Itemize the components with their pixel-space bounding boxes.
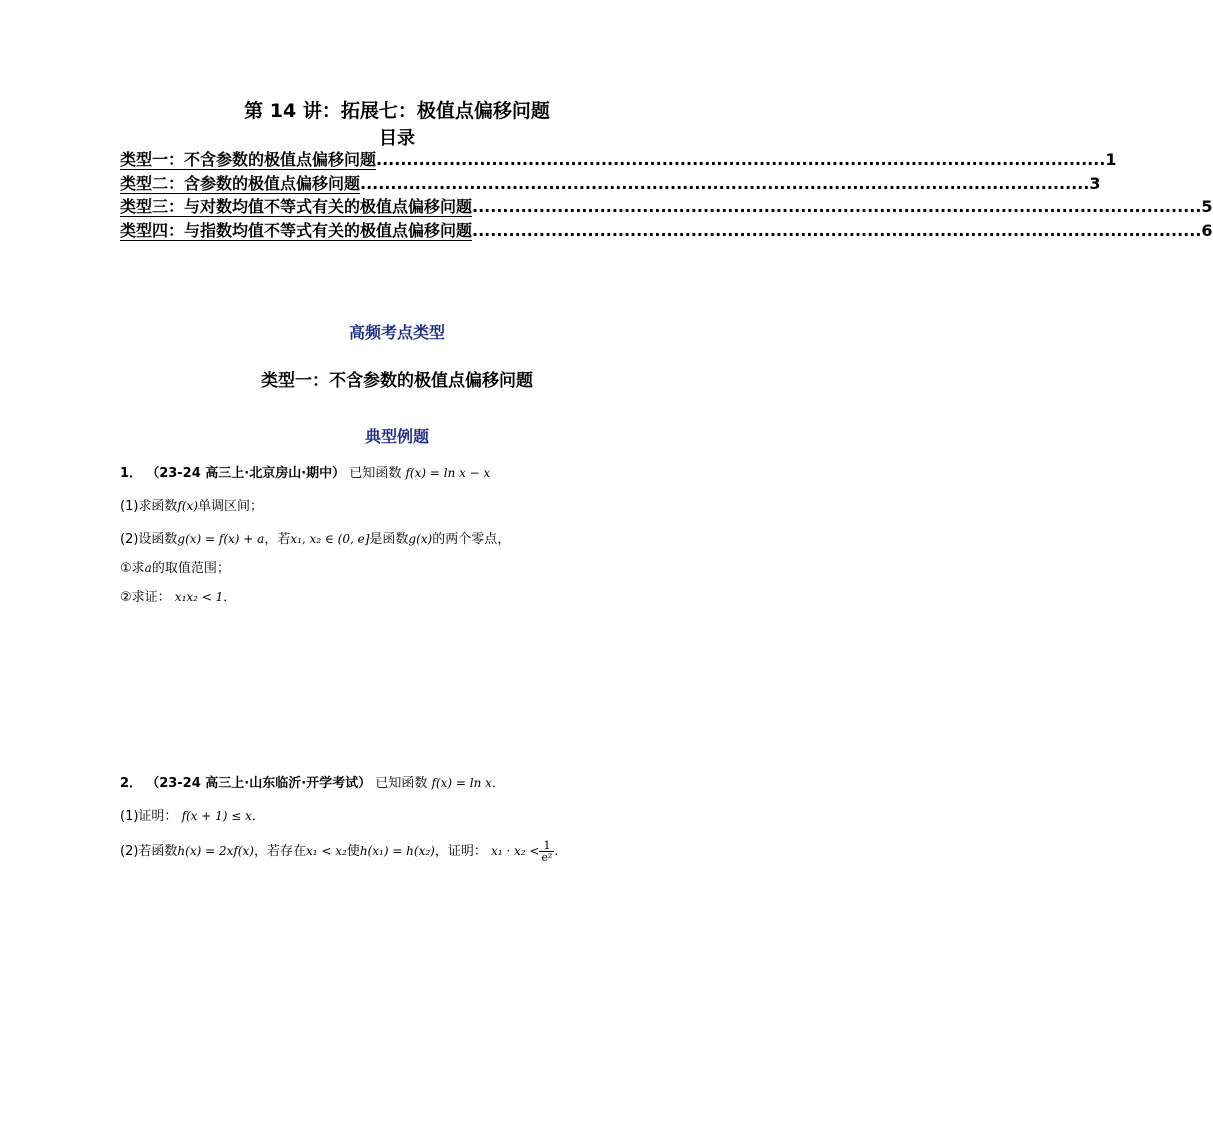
problem-1-part-2-2 — [120, 586, 236, 605]
part-text: (2)设函数 — [120, 532, 178, 547]
formula: h(x₁) = h(x₂) — [359, 844, 435, 858]
toc-page-number: 1 — [1105, 150, 1117, 169]
problem-2-part-1 — [120, 805, 265, 824]
formula: h(x) = 2xf(x) — [177, 844, 254, 858]
formula: x₁x₂ < 1 — [174, 590, 224, 604]
fraction-numerator: 1 — [539, 840, 554, 852]
formula: a — [144, 561, 152, 575]
problem-intro-text: 已知函数 — [375, 776, 428, 791]
problem-intro-text: 已知函数 — [349, 466, 402, 481]
toc-item-1[interactable] — [120, 150, 1117, 174]
problem-2-intro — [120, 772, 505, 791]
fraction — [539, 840, 554, 863]
section-heading: 高频考点类型 — [348, 323, 445, 342]
part-text: ，证明： — [434, 844, 487, 859]
toc-leader-dots: ........................................................................................................................ — [472, 197, 1202, 216]
part-text: ，若 — [264, 532, 291, 547]
part-text: ． — [251, 809, 265, 824]
toc-item-3[interactable] — [120, 197, 1213, 221]
problem-1-part-2 — [120, 528, 510, 547]
toc-page-number: 6 — [1201, 220, 1213, 240]
toc-page-number: 3 — [1089, 173, 1101, 193]
toc-item-label: 类型一：不含参数的极值点偏移问题 — [120, 150, 377, 169]
part-text: (1)证明： — [120, 809, 178, 824]
part-text: ． — [554, 844, 568, 859]
example-heading: 典型例题 — [364, 427, 429, 446]
formula: f(x) — [177, 499, 198, 513]
problem-1-part-1 — [120, 495, 263, 514]
formula: f(x) = ln x — [431, 776, 492, 790]
part-text: (1)求函数 — [120, 499, 178, 514]
part-text: 使 — [346, 844, 360, 859]
formula: x₁ · x₂ < — [491, 844, 540, 858]
toc-leader-dots: ........................................................................................................................ — [472, 220, 1202, 240]
problem-source: （23-24 高三上·山东临沂·开学考试） — [146, 776, 372, 791]
type-heading: 类型一：不含参数的极值点偏移问题 — [261, 371, 533, 391]
part-text: 的取值范围； — [151, 561, 230, 576]
problem-source: （23-24 高三上·北京房山·期中） — [146, 466, 346, 481]
toc-item-label: 类型三：与对数均值不等式有关的极值点偏移问题 — [120, 197, 473, 216]
problem-number: 1． — [120, 466, 143, 481]
toc-leader-dots: ........................................................................................................................ — [360, 173, 1090, 193]
part-text: 单调区间； — [198, 499, 264, 514]
toc-leader-dots: ........................................................................................................................ — [376, 150, 1106, 169]
toc-item-2[interactable] — [120, 173, 1101, 198]
formula: x₁ < x₂ — [305, 844, 347, 858]
problem-2-part-2 — [120, 840, 567, 863]
page-title: 第 14 讲：拓展七：极值点偏移问题 — [244, 100, 550, 122]
part-text: ①求 — [120, 561, 145, 576]
problem-1-part-2-1 — [120, 557, 230, 576]
toc-item-label: 类型四：与指数均值不等式有关的极值点偏移问题 — [120, 220, 473, 240]
table-of-contents — [120, 150, 1213, 244]
part-text: ． — [223, 590, 237, 605]
fraction-denominator: e² — [541, 851, 553, 864]
formula: g(x) — [408, 532, 433, 546]
formula: x₁, x₂ ∈ (0, e] — [290, 532, 370, 546]
problem-intro-text: ． — [491, 776, 505, 791]
part-text: (2)若函数 — [120, 844, 178, 859]
part-text: 是函数 — [369, 532, 409, 547]
problem-1-intro — [120, 462, 490, 481]
toc-item-label: 类型二：含参数的极值点偏移问题 — [120, 173, 361, 193]
formula: f(x) = ln x − x — [405, 466, 491, 480]
toc-heading: 目录 — [379, 128, 415, 149]
toc-page-number: 5 — [1201, 197, 1213, 216]
part-text: 的两个零点， — [432, 532, 511, 547]
part-text: ，若存在 — [253, 844, 306, 859]
problem-number: 2． — [120, 776, 143, 791]
formula: f(x + 1) ≤ x — [181, 809, 252, 823]
part-text: ②求证： — [120, 590, 171, 605]
formula: g(x) = f(x) + a — [177, 532, 265, 546]
toc-item-4[interactable] — [120, 220, 1213, 245]
